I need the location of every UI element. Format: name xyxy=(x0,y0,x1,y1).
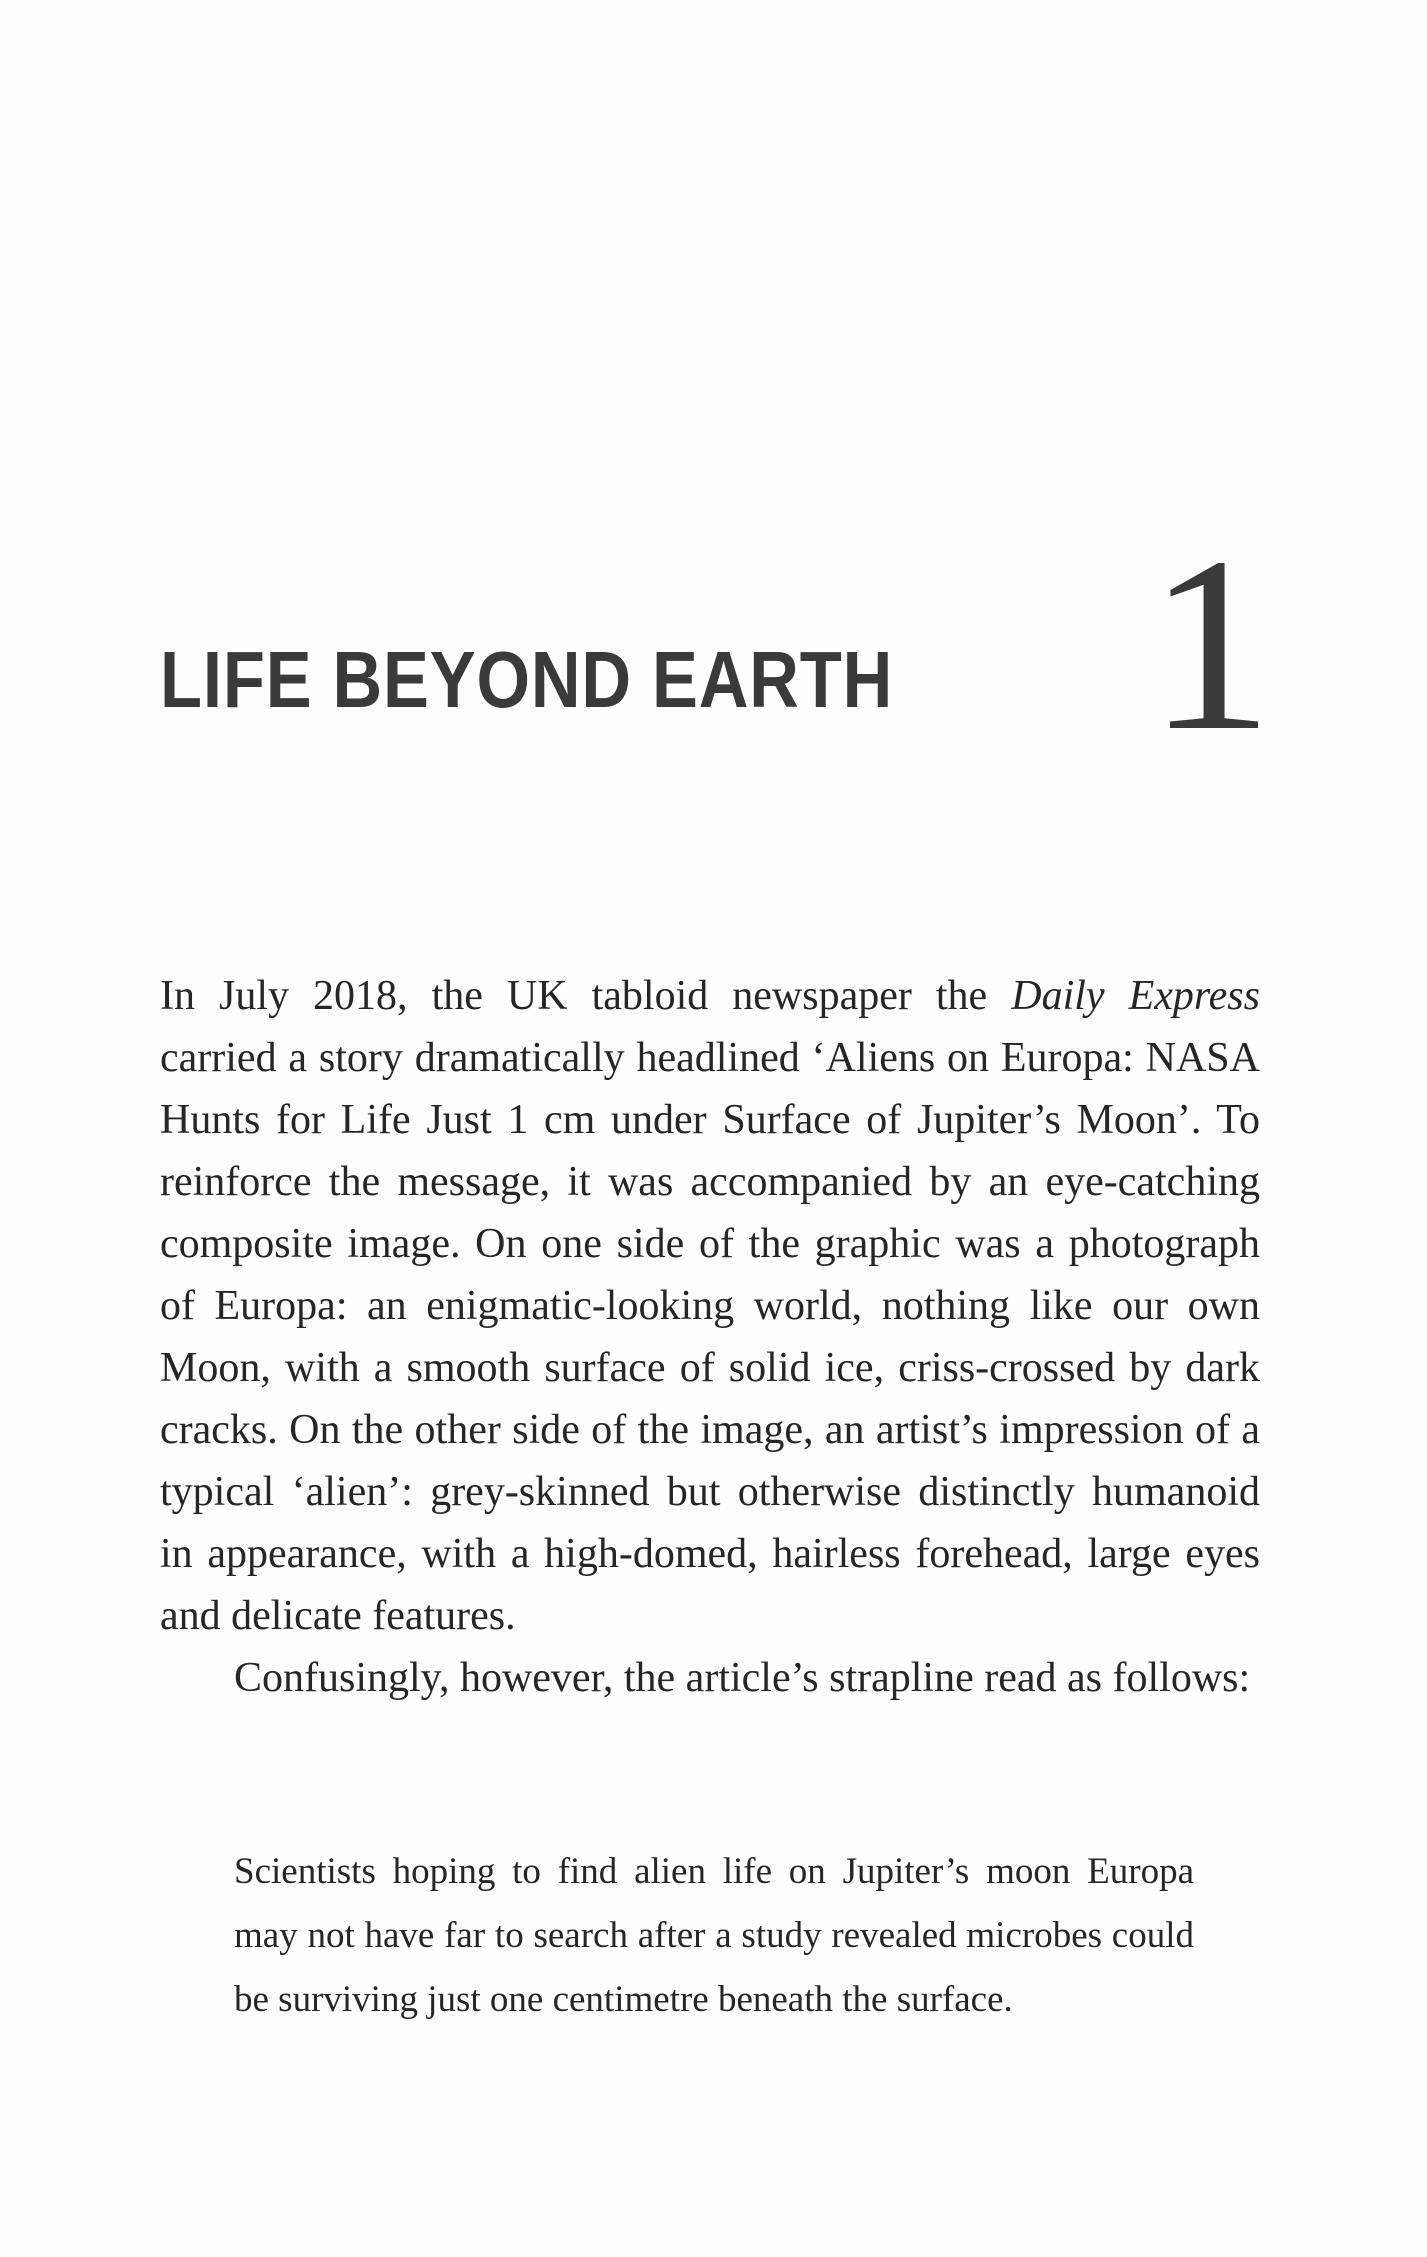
body-text xyxy=(160,965,1260,1709)
paragraph-2: Confusingly, however, the article’s strapline read as follows: xyxy=(234,1655,1251,1701)
paragraph-1-text-start: In July 2018, the UK tabloid newspaper the xyxy=(160,973,1012,1019)
chapter-title: LIFE BEYOND EARTH xyxy=(160,635,894,724)
paragraph-1 xyxy=(160,965,1260,1647)
chapter-number: 1 xyxy=(1148,506,1273,783)
newspaper-name: Daily Express xyxy=(1011,973,1260,1019)
paragraph-1-text-end: carried a story dramatically headlined ‘Aliens on Europa: NASA Hunts for Life Just 1 cm under Surface of Jupiter’s Moon’. To reinforce the message, it was accompanied by an eye-catching composite image. On one side of the graphic was a photograph of Europa: an enigmatic-looking world, nothing like our own Moon, with a smooth surface of solid ice, criss-crossed by dark cracks. On the other side of the image, an artist’s impression of a typical ‘alien’: grey-skinned but otherwise distinctly humanoid in appearance, with a high-domed, hairless forehead, large eyes and delicate features. xyxy=(160,1035,1260,1639)
strapline-quote: Scientists hoping to find alien life on Jupiter’s moon Europa may not have far to search after a study revealed microbes could be surviving just one centimetre beneath the surface. xyxy=(234,1851,1194,2020)
